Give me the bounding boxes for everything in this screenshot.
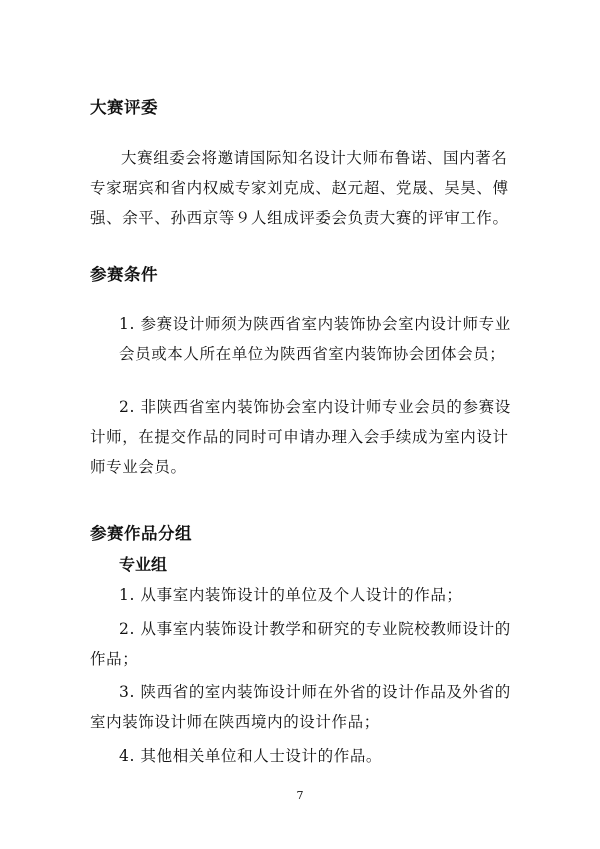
group-item-1: 1. 从事室内装饰设计的单位及个人设计的作品； — [119, 586, 463, 604]
group-item-3: 3. 陕西省的室内装饰设计师在外省的设计作品及外省的室内装饰设计师在陕西境内的设计作品； — [90, 683, 511, 731]
section-heading-groups: 参赛作品分组 — [90, 524, 192, 543]
page-number: 7 — [296, 789, 304, 802]
condition-item-2: 2. 非陕西省室内装饰协会室内设计师专业会员的参赛设计师，在提交作品的同时可申请办理入会手续成为室内设计师专业会员。 — [90, 398, 511, 476]
judges-paragraph: 大赛组委会将邀请国际知名设计大师布鲁诺、国内著名专家琚宾和省内权威专家刘克成、赵元超、党晟、吴昊、傅强、余平、孙西京等９人组成评委会负责大赛的评审工作。 — [90, 149, 509, 227]
subheading-professional-group: 专业组 — [119, 555, 168, 574]
section-heading-conditions: 参赛条件 — [90, 265, 158, 284]
group-item-4: 4. 其他相关单位和人士设计的作品。 — [119, 747, 383, 765]
section-heading-judges: 大赛评委 — [90, 98, 158, 117]
condition-item-1: 1. 参赛设计师须为陕西省室内装饰协会室内设计师专业会员或本人所在单位为陕西省室内装饰协会团体会员； — [119, 315, 511, 363]
group-item-2: 2. 从事室内装饰设计教学和研究的专业院校教师设计的作品； — [90, 620, 511, 668]
